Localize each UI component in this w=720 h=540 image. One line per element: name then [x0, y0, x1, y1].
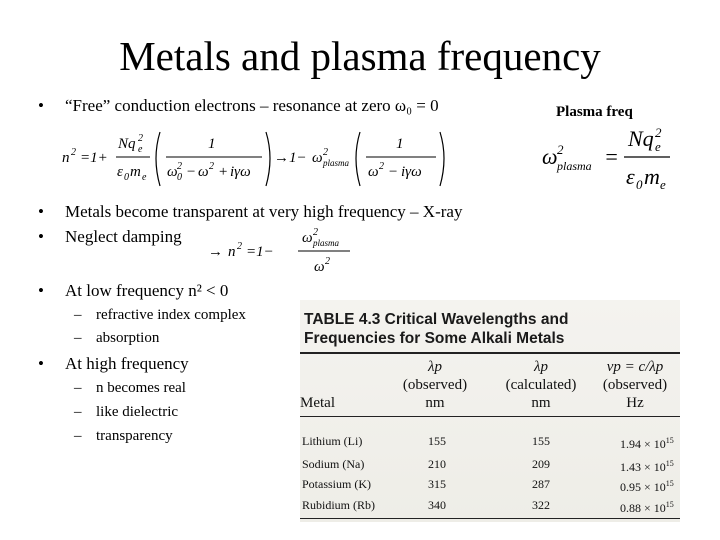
svg-text:2: 2	[237, 241, 242, 252]
svg-text:iγω: iγω	[401, 164, 422, 180]
slide-title: Metals and plasma frequency	[119, 33, 601, 79]
bullet-text: At high frequency	[65, 354, 189, 373]
alkali-metals-table: TABLE 4.3 Critical Wavelengths and Frequencies for Some Alkali Metals λp (observed) nm λp (calculated) nm νp = c/λp (observed) Hz Metal Lithium (Li) 155 155 $1.94 \times 10^{15}$ Sodium (Na) 210 209 $1.43 \times 10^{15}$ Potassium (K) 315 287 $0.95 \times 10^{15}$ Rubidium (Rb) 340 322 $0.88 \times 10^{15}$	[300, 300, 680, 522]
plasma-frequency-equation	[540, 124, 690, 194]
neglect-damping-equation	[204, 226, 364, 278]
svg-text:e: e	[660, 177, 666, 192]
row-header-metal: Metal	[300, 395, 335, 411]
svg-text:1: 1	[208, 136, 216, 152]
table-bottom-rule	[300, 518, 680, 519]
svg-text:ω: ω	[312, 150, 323, 166]
svg-text:2: 2	[313, 227, 318, 238]
svg-text:ω: ω	[302, 230, 313, 246]
svg-text:1: 1	[396, 136, 404, 152]
svg-text:ω: ω	[198, 164, 209, 180]
svg-text:e: e	[655, 139, 661, 154]
svg-text:→: →	[208, 244, 223, 260]
bullet-text: “Free” conduction electrons – resonance at zero ω₀ = 0	[65, 96, 439, 115]
svg-text:m: m	[644, 164, 660, 189]
svg-text:2: 2	[209, 161, 214, 172]
svg-text:ω: ω	[314, 259, 325, 275]
svg-text:0: 0	[124, 172, 129, 183]
svg-text:0: 0	[636, 177, 643, 192]
svg-text:+: +	[218, 164, 229, 180]
svg-text:ε: ε	[626, 164, 635, 189]
svg-text:ω: ω	[542, 144, 558, 169]
svg-text:−: −	[186, 164, 197, 180]
col-header-nu-observed: νp = c/λp (observed) Hz	[602, 359, 668, 411]
svg-text:=: =	[604, 144, 619, 169]
svg-text:=1−: =1−	[246, 244, 274, 260]
svg-text:e: e	[142, 172, 147, 183]
col-header-lambda-calculated: λp (calculated) nm	[505, 359, 577, 411]
svg-text:→1−: →1−	[274, 150, 307, 166]
bullet-text: Metals become transparent at very high frequency – X-ray	[65, 202, 463, 221]
svg-text:2: 2	[557, 142, 564, 157]
bullet-text: Neglect damping	[65, 227, 182, 246]
svg-text:ω: ω	[167, 164, 178, 180]
svg-text:plasma: plasma	[557, 159, 592, 173]
svg-text:plasma: plasma	[323, 158, 350, 168]
svg-text:Nq: Nq	[118, 136, 136, 152]
svg-text:=1+: =1+	[80, 150, 108, 166]
svg-text:n: n	[228, 244, 236, 260]
plasma-freq-label: Plasma freq	[556, 104, 633, 120]
svg-text:Nq: Nq	[628, 126, 654, 151]
svg-text:0: 0	[177, 172, 182, 183]
svg-text:2: 2	[177, 161, 182, 172]
svg-text:plasma: plasma	[313, 238, 340, 248]
svg-text:2: 2	[325, 256, 330, 267]
svg-text:2: 2	[138, 133, 143, 144]
bullet-text: At low frequency n² < 0	[65, 281, 229, 300]
svg-text:n: n	[62, 150, 70, 166]
svg-text:2: 2	[379, 161, 384, 172]
table-title: TABLE 4.3 Critical Wavelengths and Frequencies for Some Alkali Metals	[304, 311, 569, 347]
svg-text:iγω: iγω	[230, 164, 251, 180]
refractive-index-equation	[58, 124, 458, 192]
svg-text:e: e	[138, 144, 143, 155]
svg-text:m: m	[130, 164, 141, 180]
svg-text:−: −	[388, 164, 399, 180]
svg-text:2: 2	[323, 147, 328, 158]
table-top-rule	[300, 352, 680, 354]
col-header-lambda-observed: λp (observed) nm	[402, 359, 468, 411]
svg-text:2: 2	[71, 147, 76, 158]
svg-text:2: 2	[655, 125, 662, 140]
svg-text:ω: ω	[368, 164, 379, 180]
table-header-rule	[300, 416, 680, 417]
svg-text:ε: ε	[117, 164, 123, 180]
